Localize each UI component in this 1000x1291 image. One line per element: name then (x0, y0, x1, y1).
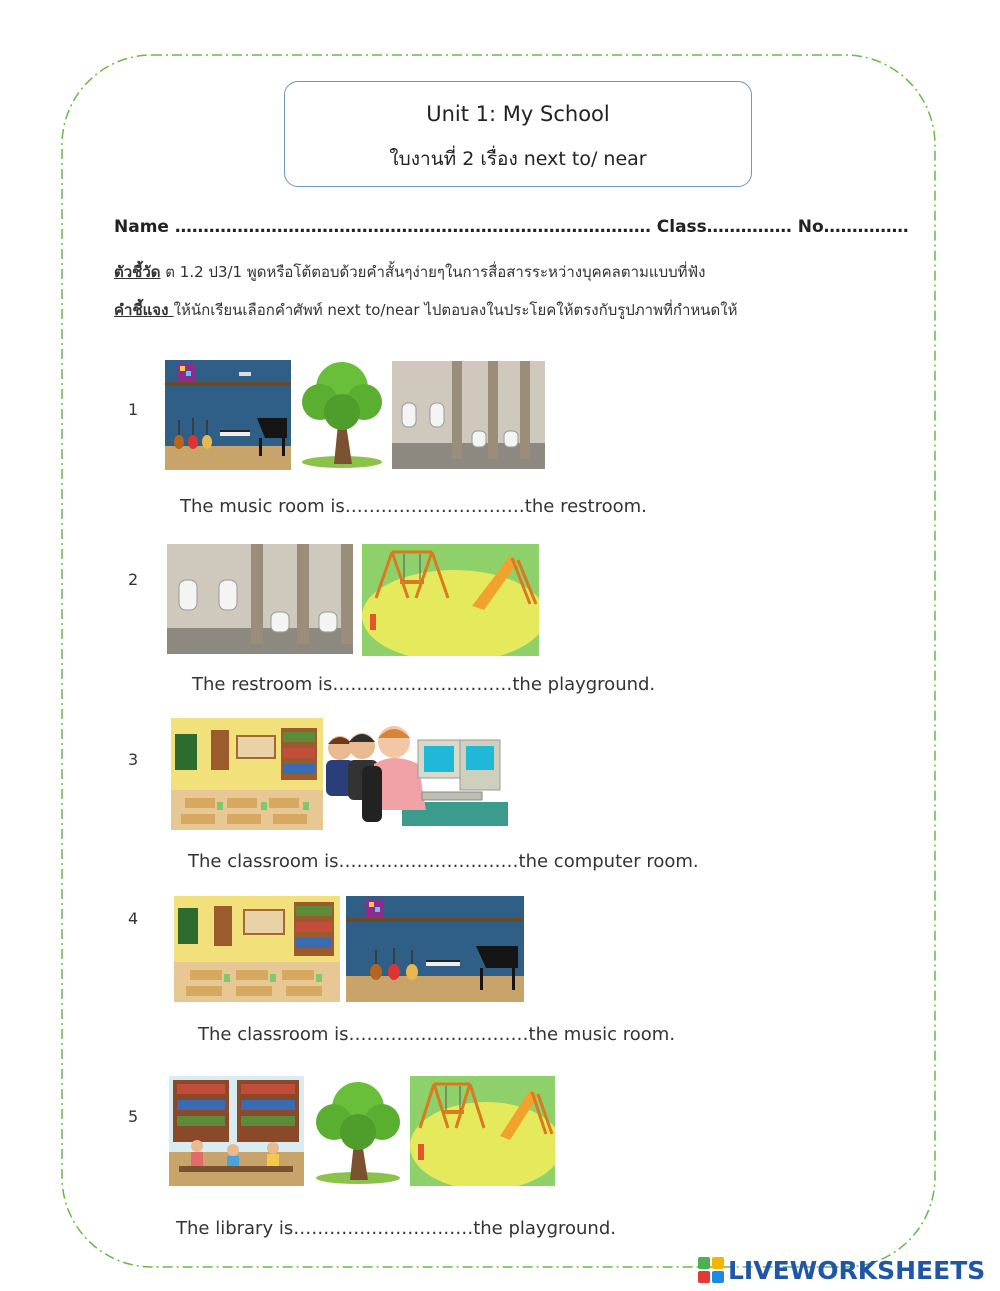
indicator-text: ต 1.2 ป3/1 พูดหรือโต้ตอบด้วยคำสั้นๆง่ายๆในการสื่อสารระหว่างบุคคลตามแบบที่ฟัง (160, 263, 706, 281)
liveworksheets-logo-icon (698, 1257, 724, 1283)
question-number-1: 1 (128, 400, 139, 419)
question-number-2: 2 (128, 570, 139, 589)
playground-picture (410, 1076, 555, 1186)
worksheet-title: Unit 1: My School (426, 102, 610, 126)
worksheet-subtitle: ใบงานที่ 2 เรื่อง next to/ near (389, 148, 647, 170)
question-number-3: 3 (128, 750, 139, 769)
question-sentence-1[interactable]: The music room is…………………………the restroom. (180, 496, 647, 517)
music-room-picture (346, 896, 524, 1002)
classroom-picture (174, 896, 340, 1002)
question-number-4: 4 (128, 909, 139, 928)
watermark-text: LIVEWORKSHEETS (728, 1255, 986, 1285)
computer-room-picture (322, 720, 508, 830)
student-info-line[interactable]: Name ………………………………………………………………………… Class…………… No…………… (114, 217, 909, 237)
music-room-picture (165, 360, 291, 470)
question-sentence-2[interactable]: The restroom is…………………………the playground. (192, 674, 656, 695)
tree-picture (296, 354, 388, 470)
liveworksheets-watermark (698, 1256, 985, 1284)
question-sentence-4[interactable]: The classroom is…………………………the music room. (198, 1024, 676, 1045)
instruction-text: ให้นักเรียนเลือกคำศัพท์ next to/near ไปตอบลงในประโยคให้ตรงกับรูปภาพที่กำหนดให้ (173, 301, 738, 319)
instruction-line (114, 298, 737, 322)
classroom-picture (171, 718, 323, 830)
indicator-label: ตัวชี้วัด (114, 263, 161, 281)
question-number-5: 5 (128, 1107, 139, 1126)
indicator-line (114, 260, 705, 284)
restroom-picture (167, 544, 353, 654)
question-sentence-5[interactable]: The library is…………………………the playground. (176, 1218, 616, 1239)
question-sentence-3[interactable]: The classroom is…………………………the computer room. (188, 851, 699, 872)
library-picture (169, 1076, 304, 1186)
playground-picture (362, 544, 539, 656)
tree-picture (310, 1076, 406, 1186)
instruction-label: คำชี้แจง (114, 301, 174, 319)
title-box (284, 81, 752, 187)
restroom-picture (392, 361, 545, 469)
